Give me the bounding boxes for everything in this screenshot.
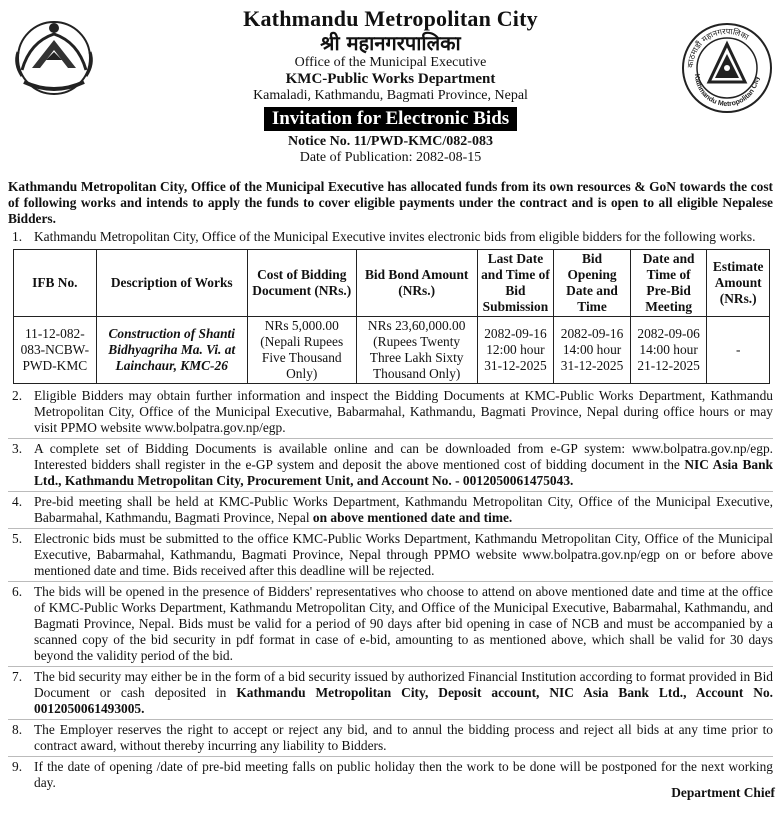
list-item: 2. Eligible Bidders may obtain further information and inspect the Bidding Documents at KMC-Public Works Department, Kathmandu Metropolitan City, Office of the Municipal Executive, Babarmahal, Kathmandu, Bagmati Province, Nepal during office hours or may visit PPMO website www.bolpatra.gov.np/egp. (8, 386, 773, 439)
list-item: 3. A complete set of Bidding Documents is available online and can be downloaded from e-GP system: www.bolpatra.gov.np/egp. Interested bidders shall register in the e-GP system and deposit the above mentioned cost of bidding document in the NIC Asia Bank Ltd., Kathmandu Metropolitan City, Procurement Unit, and Account No. - 0012050061475043. (8, 439, 773, 492)
notice-page (8, 4, 773, 793)
notice-number: Notice No. 11/PWD-KMC/082-083 (288, 134, 493, 149)
cell-ifb: 11-12-082-083-NCBW-PWD-KMC (14, 317, 97, 384)
list-item: 1. Kathmandu Metropolitan City, Office of the Municipal Executive invites electronic bids from eligible bidders for the following works. (12, 229, 756, 244)
list-item: 4. Pre-bid meeting shall be held at KMC-Public Works Department, Kathmandu Metropolitan City, Office of the Municipal Executive, Babarmahal, Kathmandu, Bagmati Province, Nepal on above mentioned date and time. (8, 492, 773, 529)
intro-paragraph: Kathmandu Metropolitan City, Office of the Municipal Executive has allocated funds from its own resources & GoN towards the cost of following works and intends to apply the funds to cover eligible payments under the contract and is open to all eligible Nepalese Bidders. (8, 179, 773, 226)
table-row (14, 317, 770, 384)
nepal-emblem-icon (10, 12, 98, 100)
col-description: Description of Works (96, 250, 247, 317)
invitation-banner: Invitation for Electronic Bids (264, 107, 517, 131)
seal-upper-text: काठमाडौं महानगरपालिका (685, 26, 751, 69)
header (8, 6, 773, 178)
list-item: 6. The bids will be opened in the presence of Bidders' representatives who choose to attend on above mentioned date and time at the office of KMC-Public Works Department, Kathmandu Metropolitan City, and Office of the Municipal Executive, Babarmahal, Kathmandu, and Bagmati Province, Nepal. Bids must be valid for a period of 90 days after bid opening in case of NCB and must be accompanied by a scanned copy of the bid security in pdf format in case of e-bid, amounting to as mentioned above, which shall be valid for 30 days beyond the validity period of the bid. (8, 582, 773, 667)
svg-text:Kathmandu Metropolitan City (693, 74, 761, 108)
cell-prebid: 2082-09-06 14:00 hour 21-12-2025 (630, 317, 707, 384)
signature-department-chief: Department Chief (671, 785, 775, 800)
col-bond: Bid Bond Amount (NRs.) (356, 250, 477, 317)
office-name: Office of the Municipal Executive (294, 55, 487, 70)
publication-date: Date of Publication: 2082-08-15 (299, 150, 482, 165)
list-item: 8. The Employer reserves the right to accept or reject any bid, and to annul the bidding process and reject all bids at any time prior to contract award, without thereby incurring any liability to Bidders. (8, 720, 773, 757)
city-title-devanagari: श्री महानगरपालिका (320, 31, 461, 55)
list-item: 9. If the date of opening /date of pre-bid meeting falls on public holiday then the work to be done will be postponed for the next working day. (12, 759, 773, 790)
list-item: 7. The bid security may either be in the form of a bid security issued by authorized Financial Institution according to format provided in Bid Document or cash deposited in Kathmandu Metropolitan City, Deposit account, NIC Asia Bank Ltd., Account No. 0012050061493005. (8, 667, 773, 720)
conditions-list (8, 227, 773, 247)
cell-cost: NRs 5,000.00 (Nepali Rupees Five Thousand Only) (247, 317, 356, 384)
cell-estimate: - (707, 317, 770, 384)
conditions-list-continued (8, 386, 773, 793)
cell-last-date: 2082-09-16 12:00 hour 31-12-2025 (477, 317, 554, 384)
cell-description: Construction of Shanti Bidhyagriha Ma. Vi. at Lainchaur, KMC-26 (96, 317, 247, 384)
col-prebid: Date and Time of Pre-Bid Meeting (630, 250, 707, 317)
seal-lower-text: Kathmandu Metropolitan City (692, 73, 761, 109)
bids-table (13, 249, 770, 384)
col-opening: Bid Opening Date and Time (554, 250, 631, 317)
address: Kamaladi, Kathmandu, Bagmati Province, Nepal (253, 88, 528, 103)
col-last-date: Last Date and Time of Bid Submission (477, 250, 554, 317)
department-name: KMC-Public Works Department (285, 71, 496, 87)
cell-bond: NRs 23,60,000.00 (Rupees Twenty Three Lakh Sixty Thousand Only) (356, 317, 477, 384)
col-cost: Cost of Bidding Document (NRs.) (247, 250, 356, 317)
kmc-seal-icon (679, 20, 775, 116)
cell-opening: 2082-09-16 14:00 hour 31-12-2025 (554, 317, 631, 384)
list-item: 5. Electronic bids must be submitted to the office KMC-Public Works Department, Kathmandu Metropolitan City, Office of the Municipal Executive, Babarmahal, Kathmandu, Bagmati Province, Nepal through PPMO website www.bolpatra.gov.np/egp on or before above mentioned date and time. Bids received after this deadline will be rejected. (8, 529, 773, 582)
col-ifb: IFB No. (14, 250, 97, 317)
col-estimate: Estimate Amount (NRs.) (707, 250, 770, 317)
table-header-row (14, 250, 770, 317)
city-title: Kathmandu Metropolitan City (243, 6, 538, 31)
